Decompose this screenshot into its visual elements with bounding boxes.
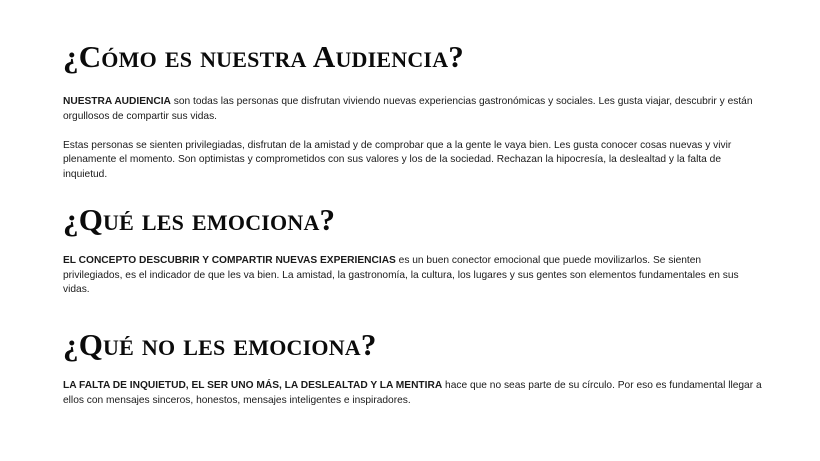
section-what-does-not-excite — [63, 328, 763, 408]
paragraph-what-excites — [63, 254, 763, 298]
heading-audience: ¿Cómo es nuestra Audiencia? — [63, 39, 464, 74]
lead-text: LA FALTA DE INQUIETUD, EL SER UNO MÁS, LA DESLEALTAD Y LA MENTIRA — [63, 380, 443, 391]
paragraph-audience-intro — [63, 95, 763, 124]
heading-what-does-not-excite: ¿Qué no les emociona? — [63, 327, 377, 362]
body-text: son todas las personas que disfrutan viviendo nuevas experiencias gastronómicas y sociales. Les gusta viajar, descubrir y están orgullosos de compartir sus vidas. — [63, 96, 753, 122]
section-what-excites — [63, 203, 763, 298]
body-text: Estas personas se sienten privilegiadas, disfrutan de la amistad y de comprobar que a la gente le vaya bien. Les gusta conocer cosas nuevas y vivir plenamente el momento. Son optimistas y comprometidos con sus valores y los de la sociedad. Rechazan la hipocresía, la deslealtad y la falta de inquietud. — [63, 139, 732, 180]
paragraph-audience-traits — [63, 139, 763, 183]
lead-text: NUESTRA AUDIENCIA — [63, 96, 171, 107]
lead-text: EL CONCEPTO DESCUBRIR Y COMPARTIR NUEVAS EXPERIENCIAS — [63, 255, 396, 266]
body-text: es un buen conector emocional que puede movilizarlos. Se sienten privilegiados, es el indicador de que les va bien. La amistad, la gastronomía, la cultura, los lugares y sus gentes son elementos fundamentales en sus vidas. — [63, 255, 739, 296]
body-text: hace que no seas parte de su círculo. Por eso es fundamental llegar a ellos con mensajes sinceros, honestos, mensajes inteligentes e inspiradores. — [63, 380, 762, 406]
section-audience — [63, 40, 763, 183]
paragraph-what-does-not-excite — [63, 379, 763, 408]
heading-what-excites: ¿Qué les emociona? — [63, 202, 336, 237]
